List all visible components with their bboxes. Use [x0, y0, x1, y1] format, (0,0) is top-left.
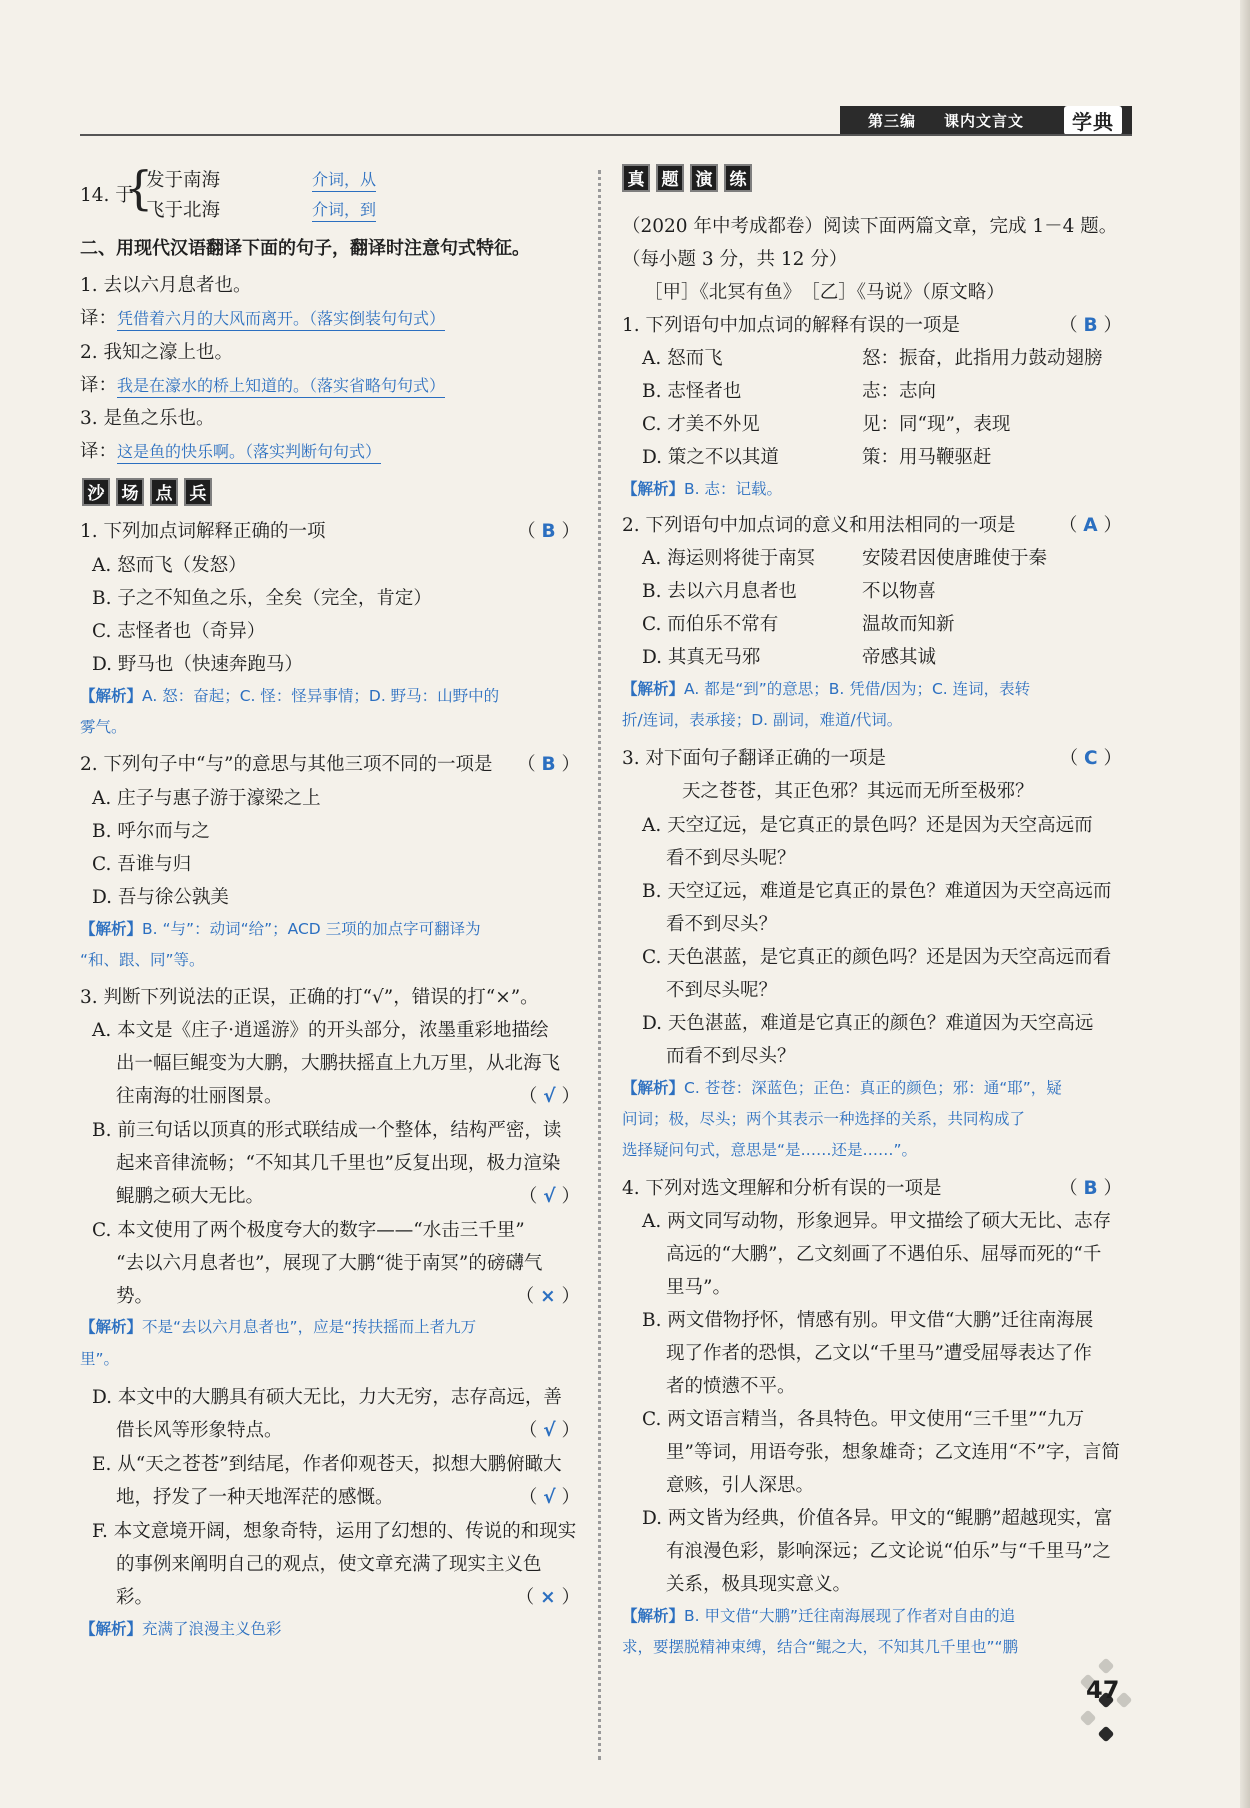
r-q2-opt-d: D. 其真无马邪: [642, 647, 761, 668]
badge-char: 点: [150, 478, 178, 506]
r-q4-jiexi-tag: 【解析】: [622, 1607, 685, 1625]
brand-logo: 学典: [1064, 106, 1122, 135]
r-q4-d-line3: 关系，极具现实意义。: [666, 1574, 852, 1595]
intro-line1: （2020 年中考成都卷）阅读下面两篇文章，完成 1－4 题。: [622, 216, 1118, 237]
badge-char: 兵: [184, 478, 212, 506]
q2-option-a: A. 庄子与惠子游于濠梁之上: [92, 788, 321, 809]
q1-answer-box: （ B ）: [517, 521, 580, 542]
q3-c-jiexi-line2: 里”。: [80, 1350, 120, 1368]
column-divider: [598, 170, 601, 1760]
header-rule: [80, 134, 1132, 136]
q14-num: 14. 于: [80, 185, 134, 206]
t1-prefix: 译：: [80, 308, 118, 329]
q3-a-line3: 往南海的壮丽图景。: [116, 1086, 283, 1107]
r-q4-a-line1: A. 两文同写动物，形象迥异。甲文描绘了硕大无比、志存: [642, 1211, 1112, 1232]
r-q1-answer: B: [1083, 315, 1098, 336]
q3-c-line2: “去以六月息者也”，展现了大鹏“徙于南冥”的磅礴气: [116, 1253, 543, 1274]
q1-jiexi-line1: A. 怒：奋起；C. 怪：怪异事情；D. 野马：山野中的: [142, 687, 500, 705]
r-q4-stem: 4. 下列对选文理解和分析有误的一项是: [622, 1178, 942, 1199]
q3-a-answer-box: （ √ ）: [518, 1086, 580, 1107]
q3-e-answer-box: （ √ ）: [518, 1487, 580, 1508]
r-q3-jiexi-tag: 【解析】: [622, 1079, 685, 1097]
r-q1-opt-b-expl: 志：志向: [862, 381, 937, 402]
page-edge: [1240, 0, 1250, 1808]
hexagon-decoration: [1098, 1726, 1115, 1743]
q3-e-answer: √: [543, 1487, 556, 1508]
q2-jiexi-tag: 【解析】: [80, 920, 143, 938]
r-q2-jiexi-line1: A. 都是“到”的意思；B. 凭借/因为；C. 连词，表转: [684, 680, 1031, 698]
q3-c-line3: 势。: [116, 1286, 154, 1307]
q3-c-line1: C. 本文使用了两个极度夸大的数字——“水击三千里”: [92, 1220, 525, 1241]
q3-f-answer-box: （ × ）: [515, 1587, 580, 1608]
page-number: 47: [1086, 1676, 1120, 1704]
t1-answer: 凭借着六月的大风而离开。（落实倒装句句式）: [117, 309, 445, 331]
q3-f-line1: F. 本文意境开阔，想象奇特，运用了幻想的、传说的和现实: [92, 1521, 577, 1542]
t2-answer: 我是在濠水的桥上知道的。（落实省略句句式）: [117, 376, 445, 398]
intro-line3: ［甲］《北冥有鱼》 ［乙］《马说》（原文略）: [644, 282, 1005, 303]
q3-b-answer-box: （ √ ）: [518, 1186, 580, 1207]
header-section: 第三编: [868, 111, 917, 130]
r-q2-opt-b: B. 去以六月息者也: [642, 581, 797, 602]
badge-char: 真: [622, 164, 650, 192]
q3-stem: 3. 判断下列说法的正误，正确的打“√”，错误的打“×”。: [80, 987, 539, 1008]
r-q1-opt-a-expl: 怒：振奋，此指用力鼓动翅膀: [862, 348, 1103, 369]
q3-b-line1: B. 前三句话以顶真的形式联结成一个整体，结构严密，读: [92, 1120, 562, 1141]
q1-option-b: B. 子之不知鱼之乐，全矣（完全，肯定）: [92, 588, 432, 609]
r-q3-answer-box: （ C ）: [1059, 748, 1122, 769]
q2-jiexi-line1: B. “与”：动词“给”；ACD 三项的加点字可翻译为: [142, 920, 481, 938]
r-q4-jiexi-line2: 求，要摆脱精神束缚，结合“鲲之大，不知其几千里也”“鹏: [622, 1638, 1019, 1656]
t3-answer: 这是鱼的快乐啊。（落实判断句句式）: [117, 442, 381, 464]
r-q1-opt-d-expl: 策：用马鞭驱赶: [862, 447, 992, 468]
r-q1-stem: 1. 下列语句中加点词的解释有误的一项是: [622, 315, 961, 336]
hexagon-decoration: [1080, 1710, 1097, 1727]
q3-b-line2: 起来音律流畅；“不知其几千里也”反复出现，极力渲染: [116, 1153, 561, 1174]
r-q2-jiexi-line2: 折/连词，表承接；D. 副词，难道/代词。: [622, 711, 903, 729]
r-q2-answer-box: （ A ）: [1058, 515, 1122, 536]
r-q1-opt-a: A. 怒而飞: [642, 348, 723, 369]
r-q2-answer: A: [1083, 515, 1098, 536]
t2-prefix: 译：: [80, 375, 118, 396]
q3-f-jiexi: 充满了浪漫主义色彩: [142, 1620, 282, 1638]
r-q4-d-line1: D. 两文皆为经典，价值各异。甲文的“鲲鹏”超越现实，富: [642, 1508, 1113, 1529]
q2-option-d: D. 吾与徐公孰美: [92, 887, 229, 908]
q3-d-line2: 借长风等形象特点。: [116, 1420, 283, 1441]
q3-f-answer: ×: [540, 1587, 556, 1608]
r-q1-opt-b: B. 志怪者也: [642, 381, 742, 402]
r-q4-c-line2: 里”等词，用语夸张，想象雄奇；乙文连用“不”字，言简: [666, 1442, 1120, 1463]
section2-title: 二、用现代汉语翻译下面的句子，翻译时注意句式特征。: [80, 238, 530, 259]
q3-b-answer: √: [543, 1186, 556, 1207]
t3-prefix: 译：: [80, 441, 118, 462]
r-q4-c-line3: 意赅，引人深思。: [666, 1475, 815, 1496]
q3-a-line2: 出一幅巨鲲变为大鹏，大鹏扶摇直上九万里，从北海飞: [116, 1053, 561, 1074]
r-q3-d-line1: D. 天色湛蓝，难道是它真正的颜色？难道因为天空高远: [642, 1013, 1094, 1034]
q14-answer1: 介词，从: [312, 170, 376, 192]
t2-question: 2. 我知之濠上也。: [80, 342, 234, 363]
badge-char: 沙: [82, 478, 110, 506]
q1-jiexi-line2: 雾气。: [80, 718, 127, 736]
r-q3-b-line1: B. 天空辽远，难道是它真正的景色？难道因为天空高远而: [642, 881, 1112, 902]
q14-line1: 发于南海: [146, 170, 221, 191]
r-q4-answer-box: （ B ）: [1059, 1178, 1122, 1199]
r-q2-opt-c: C. 而伯乐不常有: [642, 614, 779, 635]
q1-option-d: D. 野马也（快速奔跑马）: [92, 654, 303, 675]
r-q4-b-line3: 者的愤懑不平。: [666, 1376, 796, 1397]
hexagon-decoration: [1098, 1658, 1115, 1675]
q3-f-line2: 的事例来阐明自己的观点，使文章充满了现实主义色: [116, 1554, 542, 1575]
r-q1-opt-c: C. 才美不外见: [642, 414, 760, 435]
r-q4-a-line3: 里马”。: [666, 1277, 731, 1298]
r-q3-stem: 3. 对下面句子翻译正确的一项是: [622, 748, 887, 769]
q3-a-line1: A. 本文是《庄子·逍遥游》的开头部分，浓墨重彩地描绘: [92, 1020, 549, 1041]
t1-question: 1. 去以六月息者也。: [80, 275, 252, 296]
q2-option-c: C. 吾谁与归: [92, 854, 192, 875]
q3-d-line1: D. 本文中的大鹏具有硕大无比，力大无穷，志存高远，善: [92, 1387, 562, 1408]
q2-jiexi-line2: “和、跟、同”等。: [80, 951, 205, 969]
q2-option-b: B. 呼尔而与之: [92, 821, 210, 842]
q3-b-line3: 鲲鹏之硕大无比。: [116, 1186, 265, 1207]
r-q2-opt-a: A. 海运则将徙于南冥: [642, 548, 816, 569]
r-q1-jiexi-tag: 【解析】: [622, 480, 685, 498]
q2-stem: 2. 下列句子中“与”的意思与其他三项不同的一项是: [80, 754, 493, 775]
r-q1-answer-box: （ B ）: [1059, 315, 1122, 336]
r-q3-c-line1: C. 天色湛蓝，是它真正的颜色吗？还是因为天空高远而看: [642, 947, 1112, 968]
intro-line2: （每小题 3 分，共 12 分）: [622, 249, 848, 270]
r-q4-jiexi-line1: B. 甲文借“大鹏”迁往南海展现了作者对自由的追: [684, 1607, 1016, 1625]
q3-f-line3: 彩。: [116, 1587, 154, 1608]
r-q3-a-line2: 看不到尽头呢？: [666, 848, 796, 869]
badge-char: 演: [690, 164, 718, 192]
badge-char: 练: [724, 164, 752, 192]
r-q4-answer: B: [1083, 1178, 1098, 1199]
q3-c-jiexi-tag: 【解析】: [80, 1318, 143, 1336]
r-q3-jiexi-line1: C. 苍苍：深蓝色；正色：真正的颜色；邪：通“耶”，疑: [684, 1079, 1062, 1097]
t3-question: 3. 是鱼之乐也。: [80, 408, 215, 429]
section-badge-zhenti: [622, 164, 752, 192]
q1-option-a: A. 怒而飞（发怒）: [92, 555, 247, 576]
q1-stem: 1. 下列加点词解释正确的一项: [80, 521, 326, 542]
r-q4-d-line2: 有浪漫色彩，影响深远；乙文论说“伯乐”与“千里马”之: [666, 1541, 1111, 1562]
header-title: 课内文言文: [944, 111, 1025, 130]
q1-jiexi-tag: 【解析】: [80, 687, 143, 705]
r-q2-opt-d-pair: 帝感其诚: [862, 647, 937, 668]
q3-c-jiexi-line1: 不是“去以六月息者也”，应是“抟扶摇而上者九万: [142, 1318, 477, 1336]
q3-c-answer: ×: [540, 1286, 556, 1307]
r-q3-d-line2: 而看不到尽头？: [666, 1046, 796, 1067]
r-q3-quote: 天之苍苍，其正色邪？其远而无所至极邪？: [682, 781, 1034, 802]
r-q3-answer: C: [1084, 748, 1098, 769]
r-q2-stem: 2. 下列语句中加点词的意义和用法相同的一项是: [622, 515, 1016, 536]
q14-answer2: 介词，到: [312, 200, 376, 222]
r-q4-b-line2: 现了作者的恐惧，乙文以“千里马”遭受屈辱表达了作: [666, 1343, 1092, 1364]
r-q2-jiexi-tag: 【解析】: [622, 680, 685, 698]
q3-d-answer-box: （ √ ）: [518, 1420, 580, 1441]
brace-icon: {: [124, 161, 154, 215]
q3-e-line1: E. 从“天之苍苍”到结尾，作者仰观苍天，拟想大鹏俯瞰大: [92, 1454, 562, 1475]
r-q2-opt-a-pair: 安陵君因使唐雎使于秦: [862, 548, 1048, 569]
q3-a-answer: √: [543, 1086, 556, 1107]
r-q4-a-line2: 高远的“大鹏”，乙文刻画了不遇伯乐、屈辱而死的“千: [666, 1244, 1102, 1265]
r-q2-opt-c-pair: 温故而知新: [862, 614, 955, 635]
r-q1-opt-c-expl: 见：同“现”，表现: [862, 414, 1011, 435]
q3-d-answer: √: [543, 1420, 556, 1441]
r-q3-a-line1: A. 天空辽远，是它真正的景色吗？还是因为天空高远而: [642, 815, 1093, 836]
q3-e-line2: 地，抒发了一种天地浑茫的感慨。: [116, 1487, 394, 1508]
r-q3-b-line2: 看不到尽头？: [666, 914, 778, 935]
q14-line2: 飞于北海: [146, 200, 221, 221]
r-q4-c-line1: C. 两文语言精当，各具特色。甲文使用“三千里”“九万: [642, 1409, 1085, 1430]
r-q1-opt-d: D. 策之不以其道: [642, 447, 779, 468]
running-header: [840, 106, 1132, 134]
q2-answer-box: （ B ）: [517, 754, 580, 775]
r-q3-jiexi-line3: 选择疑问句式，意思是“是……还是……”。: [622, 1141, 918, 1159]
q3-f-jiexi-tag: 【解析】: [80, 1620, 143, 1638]
q2-answer: B: [541, 754, 556, 775]
q3-c-answer-box: （ × ）: [515, 1286, 580, 1307]
q1-option-c: C. 志怪者也（奇异）: [92, 621, 266, 642]
badge-char: 场: [116, 478, 144, 506]
q1-answer: B: [541, 521, 556, 542]
section-badge-shachang: [82, 478, 212, 506]
r-q4-b-line1: B. 两文借物抒怀，情感有别。甲文借“大鹏”迁往南海展: [642, 1310, 1094, 1331]
r-q3-c-line2: 不到尽头呢？: [666, 980, 778, 1001]
r-q3-jiexi-line2: 问词；极，尽头；两个其表示一种选择的关系，共同构成了: [622, 1110, 1026, 1128]
badge-char: 题: [656, 164, 684, 192]
r-q1-jiexi: B. 志：记载。: [684, 480, 783, 498]
r-q2-opt-b-pair: 不以物喜: [862, 581, 937, 602]
